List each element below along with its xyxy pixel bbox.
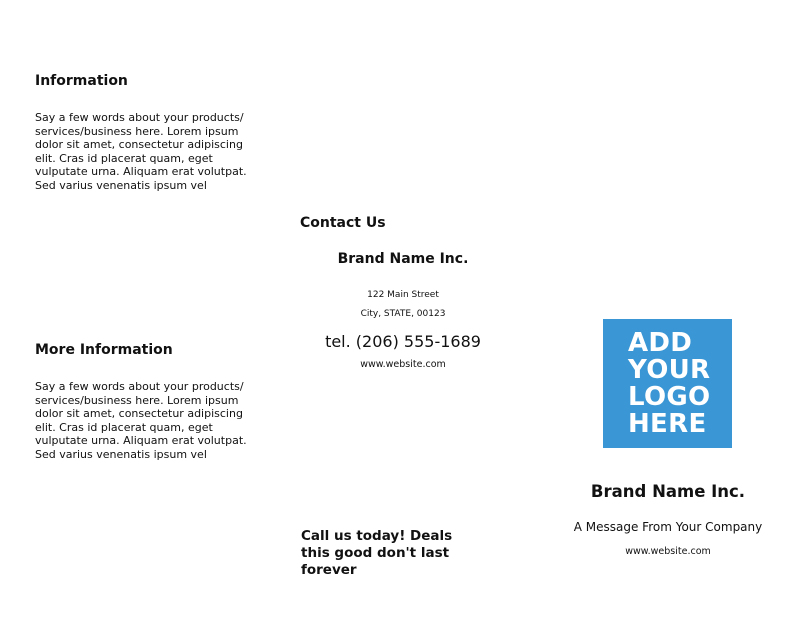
contact-website: www.website.com bbox=[360, 359, 446, 370]
cover-message: A Message From Your Company bbox=[573, 520, 763, 534]
logo-line: HERE bbox=[628, 409, 707, 439]
contact-city: City, STATE, 00123 bbox=[360, 309, 446, 319]
more-information-text: Say a few words about your products/ services/business here. Lorem ipsum dolor sit amet, consectetur adipiscing elit. Cras id placerat quam, eget vulputate urna. Aliquam erat volutpat. Sed varius venenatis ipsum vel bbox=[35, 380, 247, 461]
contact-brand-name: Brand Name Inc. bbox=[337, 251, 469, 267]
information-heading: Information bbox=[35, 73, 128, 89]
cover-website: www.website.com bbox=[625, 546, 711, 557]
contact-street: 122 Main Street bbox=[367, 290, 439, 300]
logo-line: LOGO bbox=[628, 382, 711, 412]
information-text: Say a few words about your products/ services/business here. Lorem ipsum dolor sit amet, consectetur adipiscing elit. Cras id placerat quam, eget vulputate urna. Aliquam erat volutpat. Sed varius venenatis ipsum vel bbox=[35, 111, 247, 192]
contact-us-heading: Contact Us bbox=[300, 215, 386, 231]
more-information-heading: More Information bbox=[35, 342, 173, 358]
call-to-action: Call us today! Deals this good don't last forever bbox=[301, 528, 453, 578]
logo-placeholder bbox=[603, 319, 732, 448]
cover-brand-name: Brand Name Inc. bbox=[590, 482, 746, 501]
logo-line: ADD bbox=[628, 328, 693, 358]
logo-line: YOUR bbox=[628, 355, 711, 385]
contact-phone: tel. (206) 555-1689 bbox=[325, 332, 481, 351]
